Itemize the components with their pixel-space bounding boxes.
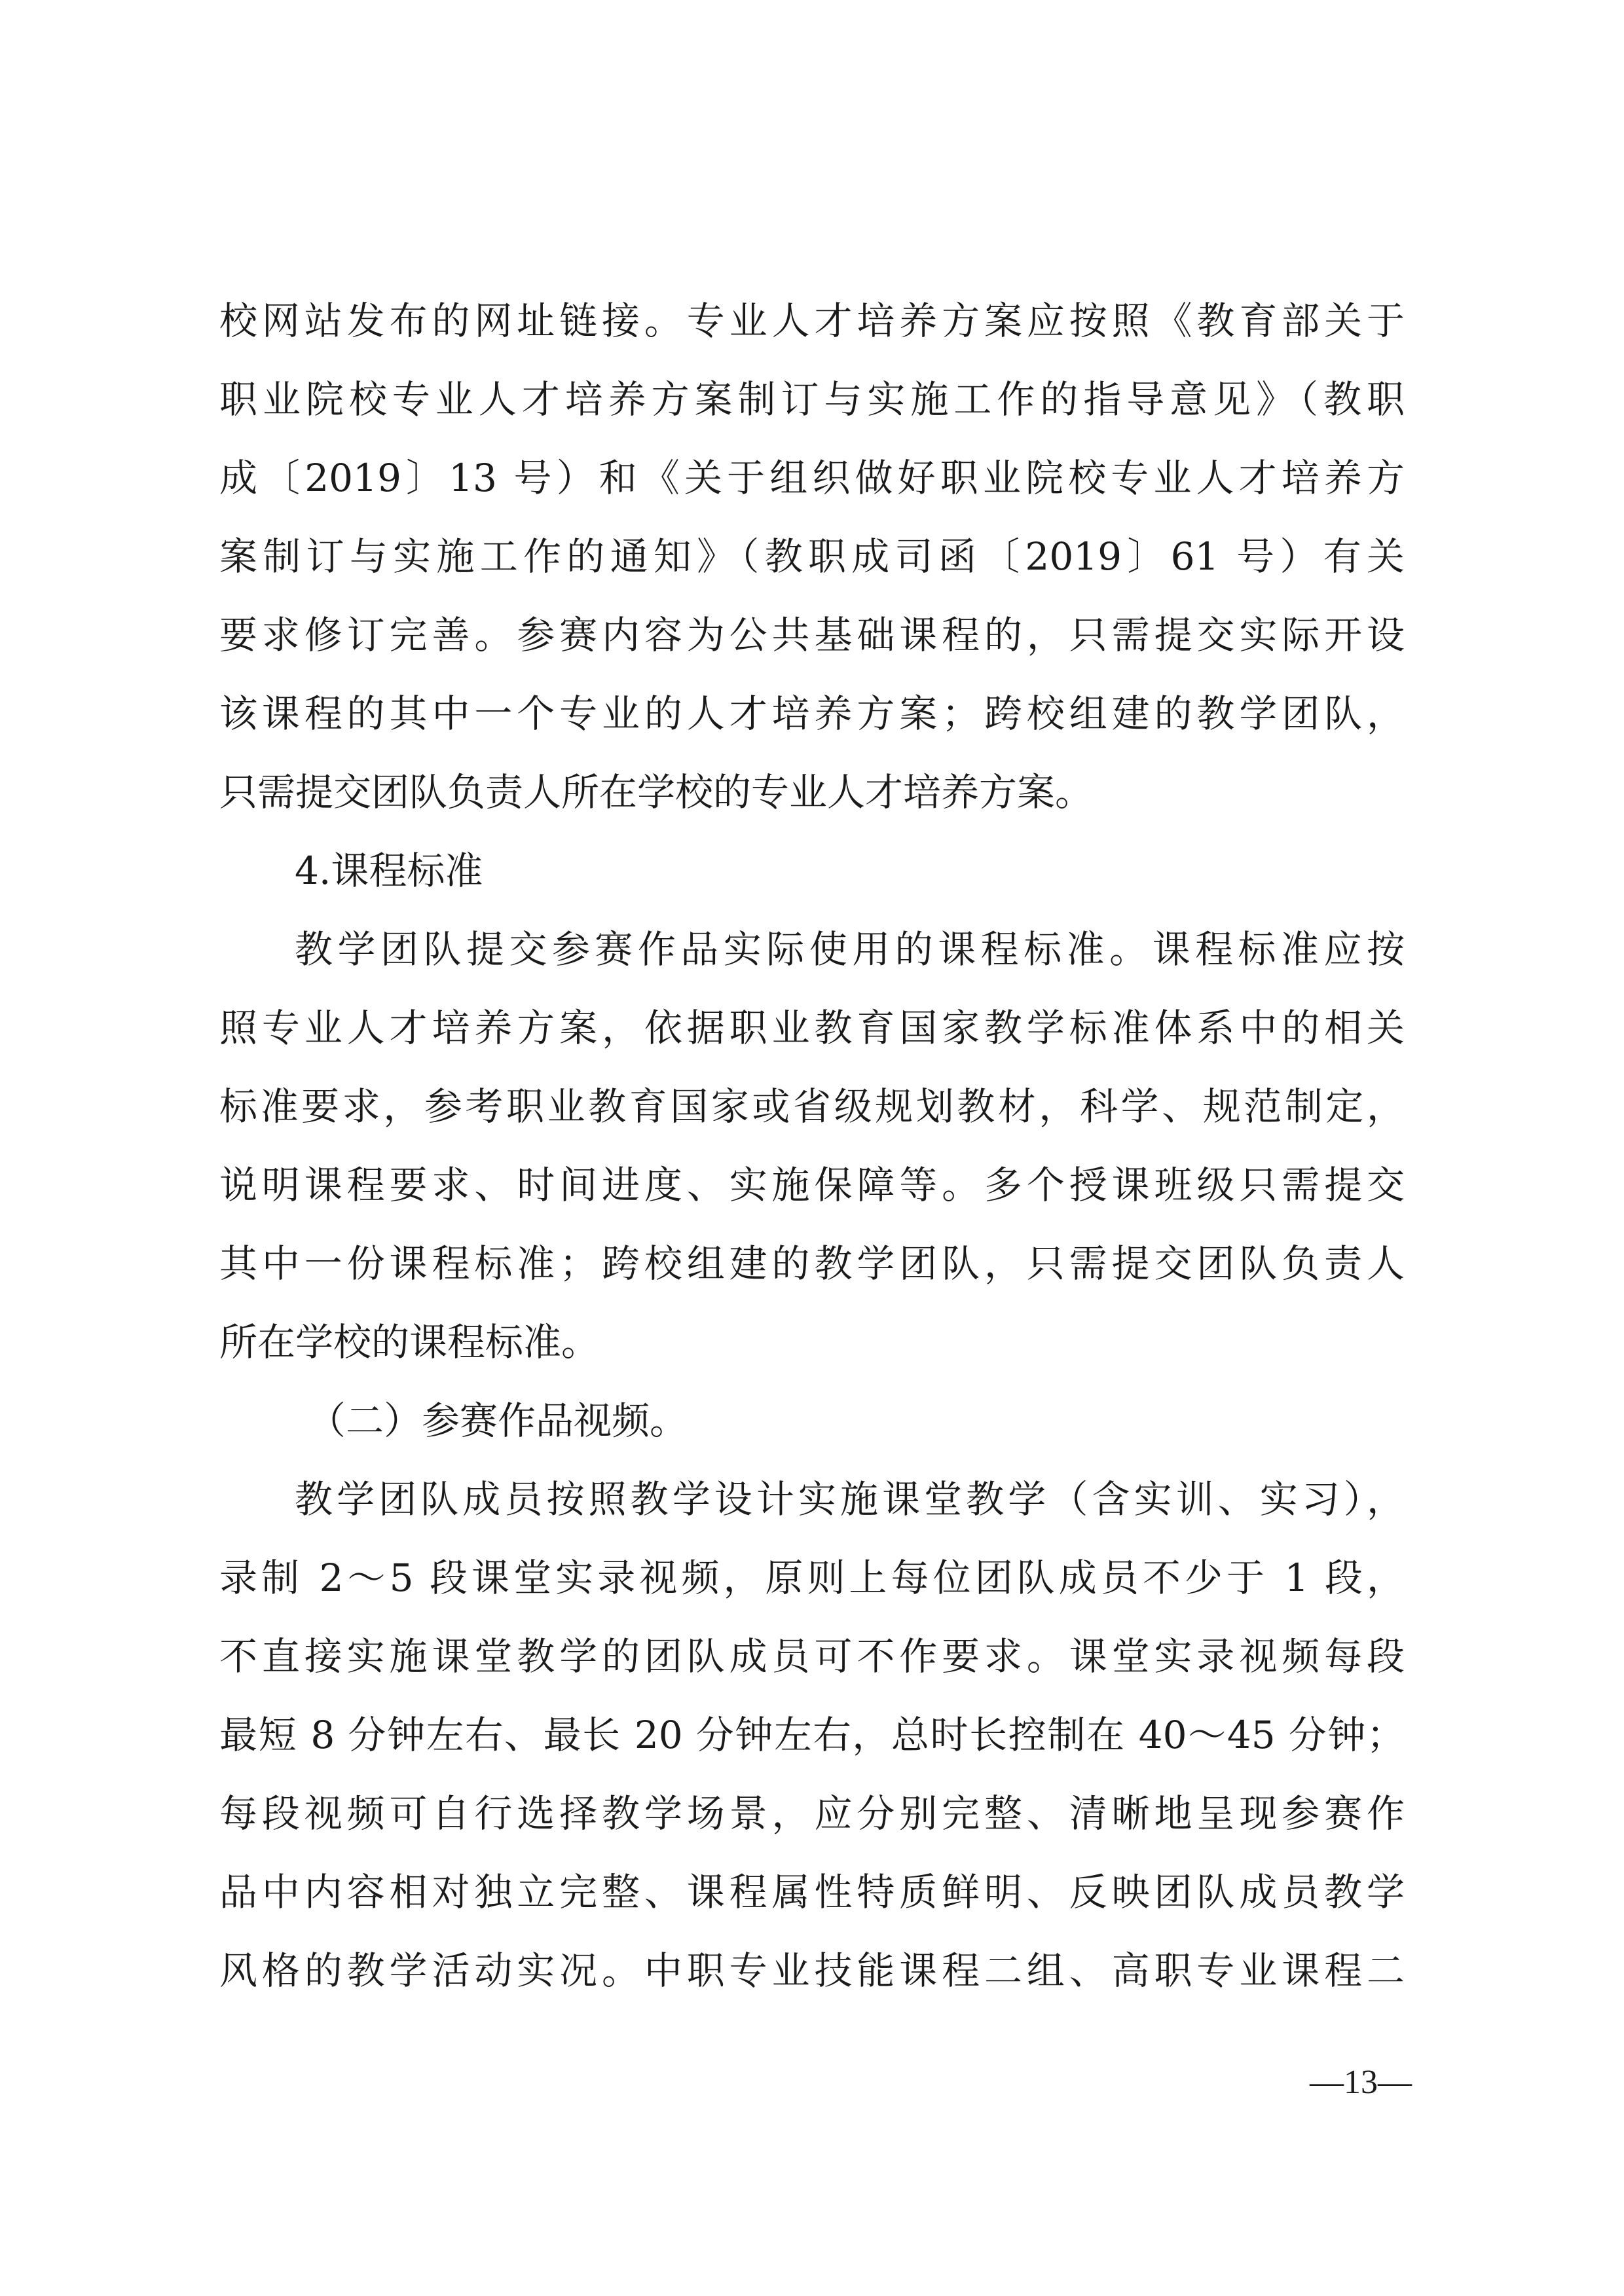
paragraph-line: 只需提交团队负责人所在学校的专业人才培养方案。 bbox=[219, 770, 1094, 814]
paragraph-line: 要求修订完善。参赛内容为公共基础课程的，只需提交实际开设 bbox=[219, 613, 1405, 657]
paragraph-line: 风格的教学活动实况。中职专业技能课程二组、高职专业课程二 bbox=[219, 1948, 1405, 1993]
paragraph-line: 该课程的其中一个专业的人才培养方案；跨校组建的教学团队， bbox=[219, 691, 1405, 736]
paragraph-line: 案制订与实施工作的通知》（教职成司函〔2019〕61 号）有关 bbox=[219, 534, 1405, 579]
paragraph-line: 录制 2～5 段课堂实录视频，原则上每位团队成员不少于 1 段， bbox=[219, 1556, 1405, 1600]
paragraph-line: 最短 8 分钟左右、最长 20 分钟左右，总时长控制在 40～45 分钟； bbox=[219, 1713, 1405, 1757]
paragraph-line: 照专业人才培养方案，依据职业教育国家教学标准体系中的相关 bbox=[219, 1006, 1405, 1050]
paragraph-line: 说明课程要求、时间进度、实施保障等。多个授课班级只需提交 bbox=[219, 1163, 1405, 1207]
paragraph-line: 教学团队提交参赛作品实际使用的课程标准。课程标准应按 bbox=[295, 927, 1405, 972]
paragraph-line: 成〔2019〕13 号）和《关于组织做好职业院校专业人才培养方 bbox=[219, 456, 1405, 500]
paragraph-line: 标准要求，参考职业教育国家或省级规划教材，科学、规范制定， bbox=[219, 1084, 1405, 1129]
paragraph-line: 所在学校的课程标准。 bbox=[219, 1320, 600, 1364]
paragraph-line: 其中一份课程标准；跨校组建的教学团队，只需提交团队负责人 bbox=[219, 1241, 1405, 1286]
subsection-heading: 4.课程标准 bbox=[295, 848, 483, 893]
paragraph-line: 每段视频可自行选择教学场景，应分别完整、清晰地呈现参赛作 bbox=[219, 1791, 1405, 1836]
paragraph-line: 校网站发布的网址链接。专业人才培养方案应按照《教育部关于 bbox=[219, 299, 1405, 343]
page-number: —13— bbox=[1310, 2064, 1412, 2101]
paragraph-line: 教学团队成员按照教学设计实施课堂教学（含实训、实习）， bbox=[295, 1477, 1405, 1522]
paragraph-line: 不直接实施课堂教学的团队成员可不作要求。课堂实录视频每段 bbox=[219, 1634, 1405, 1679]
paragraph-line: 职业院校专业人才培养方案制订与实施工作的指导意见》（教职 bbox=[219, 377, 1405, 422]
paragraph-line: 品中内容相对独立完整、课程属性特质鲜明、反映团队成员教学 bbox=[219, 1870, 1405, 1914]
section-heading: （二）参赛作品视频。 bbox=[308, 1398, 688, 1443]
